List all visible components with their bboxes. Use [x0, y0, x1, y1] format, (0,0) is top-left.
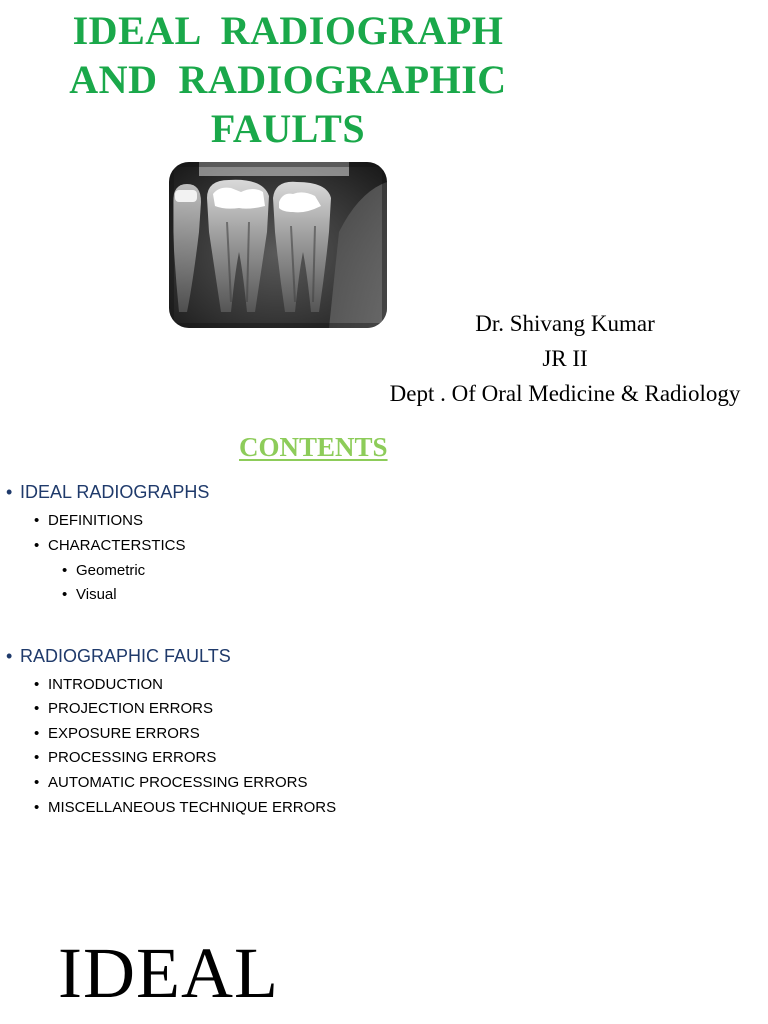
bullet-icon: •: [34, 512, 40, 529]
author-name: Dr. Shivang Kumar: [475, 311, 655, 336]
list-item: • Visual: [62, 586, 117, 603]
bullet-icon: •: [34, 700, 40, 717]
bullet-icon: •: [34, 799, 40, 816]
contents-heading: CONTENTS: [239, 432, 388, 462]
bullet-icon: •: [34, 725, 40, 742]
bullet-icon: •: [34, 676, 40, 693]
list-item: • IDEAL RADIOGRAPHS: [6, 482, 210, 502]
bullet-icon: •: [62, 586, 68, 603]
list-item: • DEFINITIONS: [34, 512, 144, 529]
slide-title: [40, 6, 536, 153]
bullet-icon: •: [6, 482, 13, 502]
list-item: • PROCESSING ERRORS: [34, 749, 217, 766]
author-designation: JR II: [542, 346, 588, 371]
next-slide-heading: IDEAL: [58, 933, 279, 1013]
list-item: • RADIOGRAPHIC FAULTS: [6, 646, 231, 666]
author-block: [360, 306, 768, 411]
bullet-icon: •: [34, 749, 40, 766]
author-department: Dept . Of Oral Medicine & Radiology: [389, 381, 741, 406]
list-item: • INTRODUCTION: [34, 676, 163, 693]
list-item: • EXPOSURE ERRORS: [34, 725, 200, 742]
bullet-icon: •: [34, 537, 40, 554]
list-item: • CHARACTERSTICS: [34, 537, 186, 554]
bullet-icon: •: [34, 774, 40, 791]
title-line-2: AND RADIOGRAPHIC: [69, 57, 507, 102]
list-item: • MISCELLANEOUS TECHNIQUE ERRORS: [34, 799, 337, 816]
title-line-1: IDEAL RADIOGRAPH: [72, 8, 504, 53]
bullet-icon: •: [6, 646, 13, 666]
dental-radiograph-image: [169, 162, 387, 328]
list-item: • PROJECTION ERRORS: [34, 700, 214, 717]
list-item: • Geometric: [62, 562, 146, 579]
title-line-3: FAULTS: [210, 106, 366, 151]
bullet-icon: •: [62, 562, 68, 579]
list-item: • AUTOMATIC PROCESSING ERRORS: [34, 774, 308, 791]
